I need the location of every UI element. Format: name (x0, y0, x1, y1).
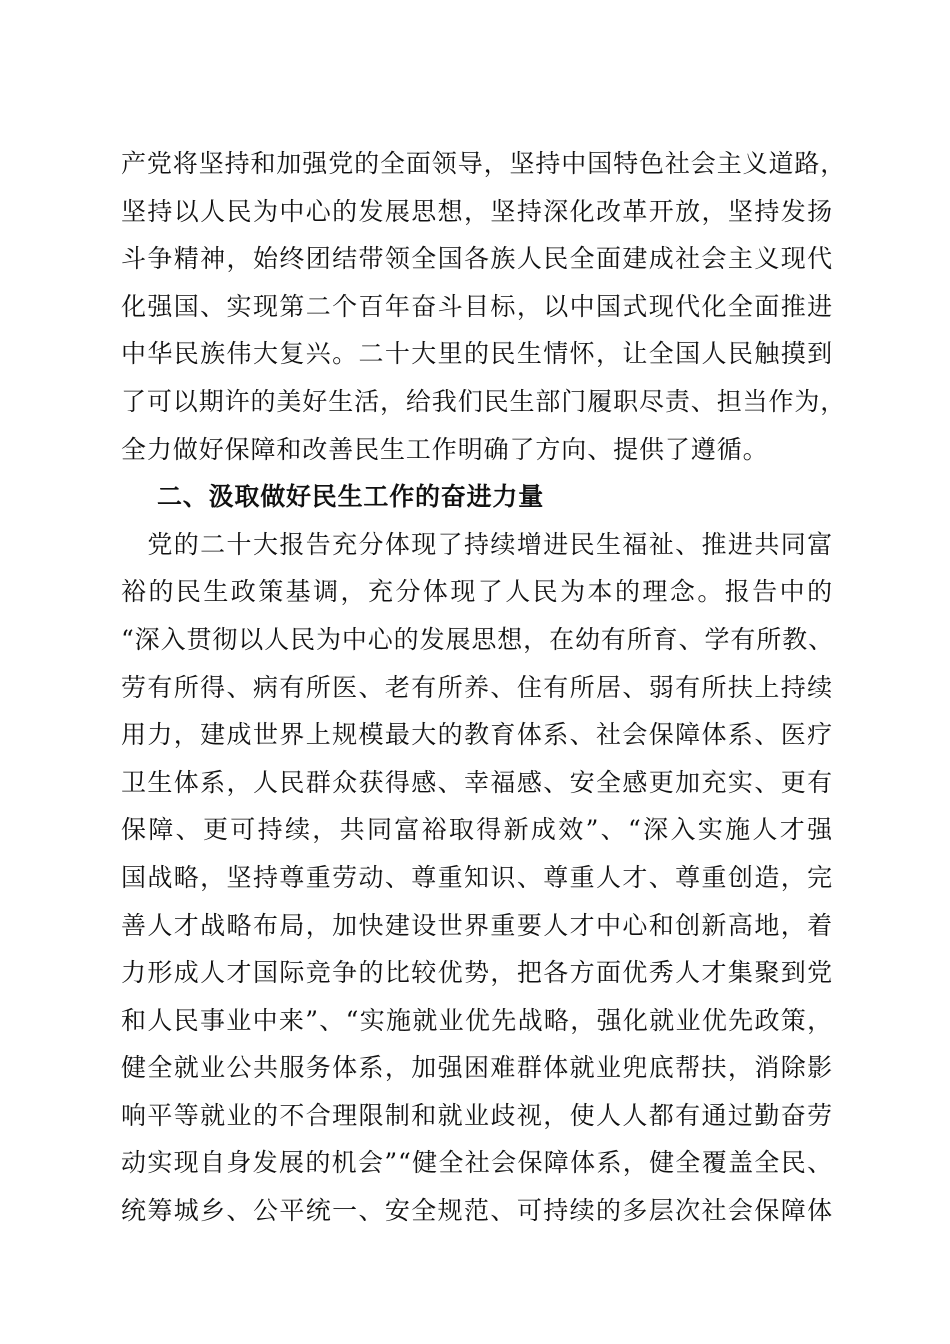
text-line: 中华民族伟大复兴。二十大里的民生情怀，让全国人民触摸到 (121, 339, 833, 369)
text-line: 动实现自身发展的机会”“健全社会保障体系，健全覆盖全民、 (121, 1148, 833, 1178)
text-line: 党的二十大报告充分体现了持续增进民生福祉、推进共同富 (121, 529, 833, 559)
text-line: 劳有所得、病有所医、老有所养、住有所居、弱有所扶上持续 (121, 672, 833, 702)
text-line: 用力，建成世界上规模最大的教育体系、社会保障体系、医疗 (121, 720, 833, 750)
text-line: 裕的民生政策基调，充分体现了人民为本的理念。报告中的 (121, 577, 833, 607)
text-line: 全力做好保障和改善民生工作明确了方向、提供了遵循。 (121, 434, 769, 464)
paragraph-2 (121, 521, 833, 1235)
text-line: 化强国、实现第二个百年奋斗目标，以中国式现代化全面推进 (121, 291, 833, 321)
text-line: 了可以期许的美好生活，给我们民生部门履职尽责、担当作为， (121, 386, 847, 416)
text-line: 健全就业公共服务体系，加强困难群体就业兜底帮扶，消除影 (121, 1053, 833, 1083)
text-line: 力形成人才国际竞争的比较优势，把各方面优秀人才集聚到党 (121, 958, 833, 988)
text-line: 斗争精神，始终团结带领全国各族人民全面建成社会主义现代 (121, 244, 833, 274)
paragraph-1 (121, 140, 847, 473)
text-line: 卫生体系，人民群众获得感、幸福感、安全感更加充实、更有 (121, 767, 833, 797)
text-line: “深入贯彻以人民为中心的发展思想，在幼有所育、学有所教、 (121, 624, 834, 654)
text-line: 保障、更可持续，共同富裕取得新成效”、“深入实施人才强 (121, 815, 833, 845)
text-line: 和人民事业中来”、“实施就业优先战略，强化就业优先政策， (121, 1005, 833, 1035)
text-line: 产党将坚持和加强党的全面领导，坚持中国特色社会主义道路， (121, 149, 847, 178)
document-body (121, 140, 847, 1235)
text-line: 响平等就业的不合理限制和就业歧视，使人人都有通过勤奋劳 (121, 1100, 833, 1130)
text-line: 坚持以人民为中心的发展思想，坚持深化改革开放，坚持发扬 (121, 196, 833, 226)
text-line: 善人才战略布局，加快建设世界重要人才中心和创新高地，着 (121, 910, 833, 940)
text-line: 国战略，坚持尊重劳动、尊重知识、尊重人才、尊重创造，完 (121, 862, 833, 892)
text-line: 统筹城乡、公平统一、安全规范、可持续的多层次社会保障体 (121, 1196, 833, 1226)
section-heading: 二、汲取做好民生工作的奋进力量 (157, 482, 545, 512)
